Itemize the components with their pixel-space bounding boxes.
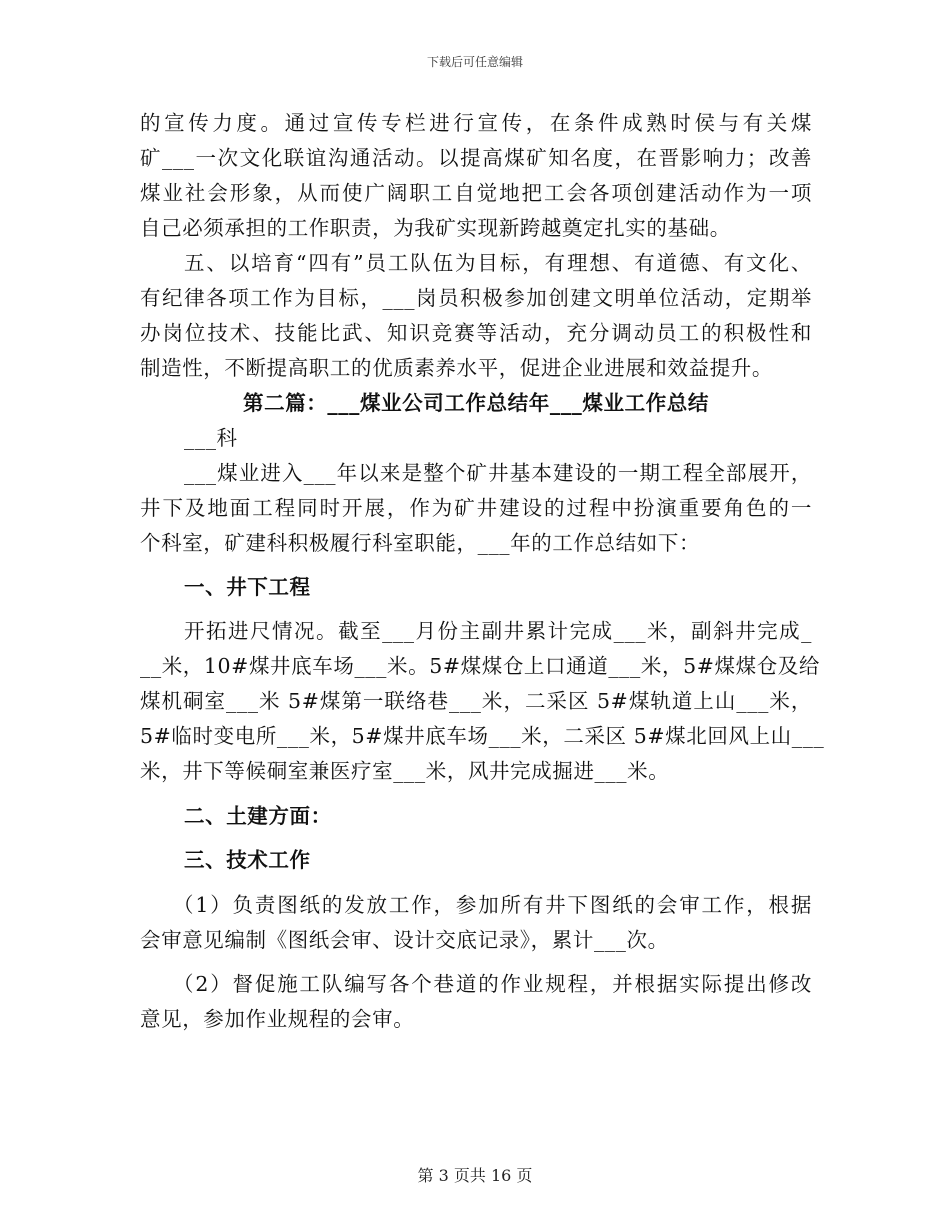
paragraph-line: ___煤业进入___年以来是整个矿井基本建设的一期工程全部展开， (184, 461, 812, 485)
document-body (140, 106, 825, 1037)
paragraph-line: 自己必须承担的工作职责，为我矿实现新跨越奠定扎实的基础。 (140, 216, 731, 240)
subheading-underground: 一、井下工程 (184, 575, 311, 599)
paragraph-line: 井下及地面工程同时开展，作为矿井建设的过程中扮演重要角色的一 (140, 496, 812, 520)
paragraph-line: __米，10#煤井底车场___米。5#煤煤仓上口通道___米，5#煤煤仓及给 (140, 654, 820, 678)
paragraph-line: （1）负责图纸的发放工作，参加所有井下图纸的会审工作，根据 (173, 893, 812, 917)
paragraph-line: 个科室，矿建科积极履行科室职能，___年的工作总结如下： (140, 531, 701, 555)
department-line: ___科 (184, 426, 238, 450)
subheading-construction: 二、土建方面： (184, 804, 332, 828)
paragraph-line: 意见，参加作业规程的会审。 (140, 1007, 415, 1031)
paragraph-line: 有纪律各项工作为目标，___岗员积极参加创建文明单位活动，定期举 (140, 286, 812, 310)
paragraph-line: 煤机硐室___米 5#煤第一联络巷___米，二采区 5#煤轨道上山___米， (140, 689, 812, 713)
page-header: 下载后可任意编辑 (426, 55, 523, 69)
paragraph-line: 办岗位技术、技能比武、知识竞赛等活动，充分调动员工的积极性和 (140, 321, 812, 345)
paragraph-line: 制造性，不断提高职工的优质素养水平，促进企业进展和效益提升。 (140, 356, 773, 380)
paragraph-line: 煤业社会形象，从而使广阔职工自觉地把工会各项创建活动作为一项 (140, 181, 812, 205)
paragraph-line: 开拓进尺情况。截至___月份主副井累计完成___米，副斜井完成_ (184, 619, 812, 643)
paragraph-line: 米，井下等候硐室兼医疗室___米，风井完成掘进___米。 (140, 759, 670, 783)
paragraph-line: 5#临时变电所___米，5#煤井底车场___米，二采区 5#煤北回风上山___ (140, 724, 825, 748)
section-title: 第二篇：___煤业公司工作总结年___煤业工作总结 (243, 391, 709, 415)
paragraph-line: 会审意见编制《图纸会审、设计交底记录》，累计___次。 (140, 928, 669, 952)
paragraph-line: 五、以培育“四有”员工队伍为目标，有理想、有道德、有文化、 (184, 251, 812, 275)
subheading-technical: 三、技术工作 (184, 848, 311, 872)
paragraph-line: 矿___一次文化联谊沟通活动。以提高煤矿知名度，在晋影响力；改善 (140, 146, 812, 170)
page-footer: 第 3 页共 16 页 (417, 1166, 533, 1185)
paragraph-line: （2）督促施工队编写各个巷道的作业规程，并根据实际提出修改 (173, 972, 812, 996)
paragraph-line: 的宣传力度。通过宣传专栏进行宣传，在条件成熟时侯与有关煤 (140, 111, 812, 135)
